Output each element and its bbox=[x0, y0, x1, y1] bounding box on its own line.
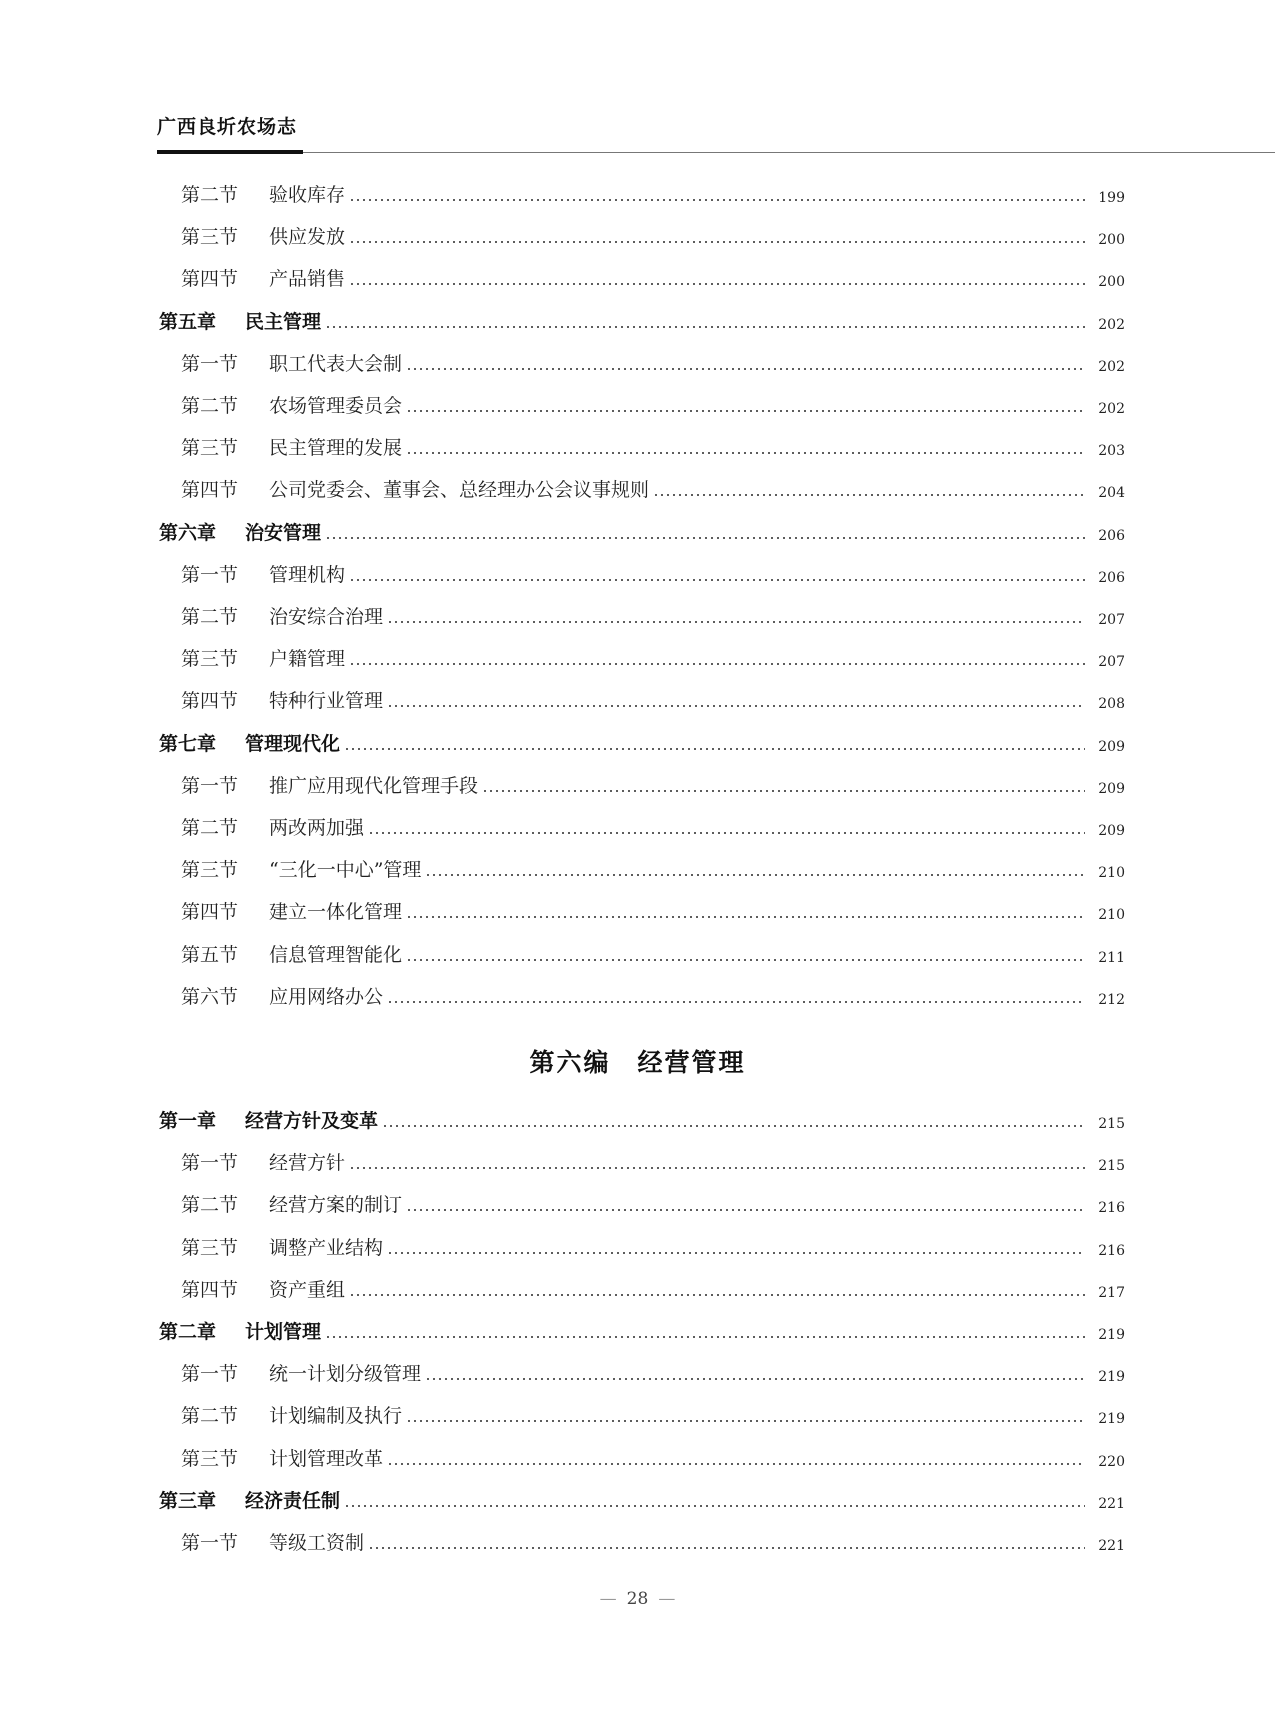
toc-section-entry[interactable] bbox=[181, 177, 1125, 207]
toc-page-number: 207 bbox=[1098, 654, 1125, 671]
toc-page-number: 215 bbox=[1098, 1116, 1125, 1132]
toc-entry-title: 计划管理改革 bbox=[269, 1447, 384, 1470]
toc-chapter-entry[interactable] bbox=[159, 515, 1125, 545]
folio-dash-right: — bbox=[658, 1589, 676, 1609]
toc-page-number: 202 bbox=[1098, 316, 1125, 333]
toc-page-number: 200 bbox=[1098, 274, 1125, 291]
toc-entry-label: 第五节 bbox=[181, 943, 239, 966]
dot-leader bbox=[387, 1001, 1085, 1003]
toc-section-entry[interactable] bbox=[181, 388, 1125, 418]
toc-section-entry[interactable] bbox=[181, 1187, 1125, 1217]
toc-section-entry[interactable] bbox=[181, 937, 1125, 967]
dot-leader bbox=[349, 241, 1085, 243]
toc-page-number: 200 bbox=[1098, 232, 1125, 249]
header-rule-thick bbox=[157, 150, 303, 154]
toc-entry-title: 验收库存 bbox=[269, 184, 346, 206]
toc-page-number: 207 bbox=[1098, 612, 1125, 628]
toc-page-number: 206 bbox=[1098, 569, 1125, 586]
toc-entry-title: 经营方案的制订 bbox=[269, 1194, 403, 1217]
dot-leader bbox=[387, 705, 1085, 707]
toc-page-number: 209 bbox=[1098, 738, 1125, 755]
toc-entry-title: 经营方针 bbox=[269, 1152, 346, 1175]
toc-entry-title: 治安管理 bbox=[245, 521, 322, 544]
toc-section-entry[interactable] bbox=[181, 557, 1125, 587]
toc-entry-title: 公司党委会、董事会、总经理办公会议事规则 bbox=[269, 479, 650, 502]
toc-section-entry[interactable] bbox=[181, 768, 1125, 798]
toc-entry-label: 第四节 bbox=[181, 690, 239, 713]
toc-page-number: 215 bbox=[1098, 1158, 1125, 1175]
dot-leader bbox=[349, 663, 1085, 665]
toc-entry-label: 第四节 bbox=[181, 1278, 239, 1301]
toc-entry-title: 信息管理智能化 bbox=[269, 943, 403, 966]
toc-section-entry[interactable] bbox=[181, 472, 1125, 502]
toc-section-entry[interactable] bbox=[181, 1441, 1125, 1471]
page-number: 28 bbox=[626, 1589, 649, 1609]
dot-leader bbox=[406, 410, 1085, 412]
toc-page-number: 216 bbox=[1098, 1200, 1125, 1217]
dot-leader bbox=[368, 1547, 1085, 1549]
toc-section-entry[interactable] bbox=[181, 894, 1125, 924]
dot-leader bbox=[406, 916, 1085, 918]
toc-entry-title: 管理机构 bbox=[269, 563, 346, 586]
toc-page-number: 219 bbox=[1098, 1369, 1125, 1386]
toc-entry-label: 第六章 bbox=[159, 521, 217, 544]
toc-section-entry[interactable] bbox=[181, 1145, 1125, 1175]
toc-page-number: 219 bbox=[1098, 1327, 1125, 1343]
toc-entry-label: 第六节 bbox=[181, 985, 239, 1008]
toc-entry-title: 资产重组 bbox=[269, 1278, 346, 1301]
toc-entry-label: 第三章 bbox=[159, 1489, 217, 1512]
dot-leader bbox=[349, 283, 1085, 285]
toc-entry-title: 特种行业管理 bbox=[269, 690, 384, 713]
toc-entry-label: 第二节 bbox=[181, 1405, 239, 1428]
toc-entry-label: 第一节 bbox=[181, 774, 239, 797]
toc-entry-label: 第七章 bbox=[159, 732, 217, 755]
toc-page-number: 221 bbox=[1098, 1495, 1125, 1512]
toc-entry-title: 计划管理 bbox=[245, 1321, 322, 1343]
toc-entry-title: 建立一体化管理 bbox=[269, 901, 403, 924]
toc-page-number: 212 bbox=[1098, 991, 1125, 1008]
toc-section-entry[interactable] bbox=[181, 1272, 1125, 1302]
toc-entry-title: 推广应用现代化管理手段 bbox=[269, 774, 479, 797]
toc-section-entry[interactable] bbox=[181, 430, 1125, 460]
dot-leader bbox=[653, 494, 1085, 496]
toc-entry-title: 经营方针及变革 bbox=[245, 1110, 379, 1132]
toc-entry-title: 等级工资制 bbox=[269, 1532, 365, 1554]
toc-section-entry[interactable] bbox=[181, 641, 1125, 671]
toc-entry-label: 第三节 bbox=[181, 1236, 239, 1259]
toc-section-entry[interactable] bbox=[181, 219, 1125, 249]
dot-leader bbox=[387, 1463, 1085, 1465]
toc-entry-label: 第五章 bbox=[159, 310, 217, 333]
toc-entry-label: 第二节 bbox=[181, 606, 239, 628]
dot-leader bbox=[344, 748, 1085, 750]
toc-entry-label: 第一节 bbox=[181, 352, 239, 375]
toc-chapter-entry[interactable] bbox=[159, 726, 1125, 756]
toc-entry-label: 第一节 bbox=[181, 1152, 239, 1175]
toc-entry-title: 产品销售 bbox=[269, 268, 346, 291]
dot-leader bbox=[425, 1378, 1085, 1380]
toc-page-number: 204 bbox=[1098, 485, 1125, 502]
dot-leader bbox=[406, 1209, 1085, 1211]
toc-entry-label: 第二章 bbox=[159, 1321, 217, 1343]
toc-section-entry[interactable] bbox=[181, 979, 1125, 1009]
toc-chapter-entry[interactable] bbox=[159, 1103, 1125, 1133]
toc-entry-label: 第三节 bbox=[181, 648, 239, 671]
dot-leader bbox=[349, 579, 1085, 581]
dot-leader bbox=[406, 1420, 1085, 1422]
toc-page-number: 202 bbox=[1098, 401, 1125, 417]
toc-entry-title: 民主管理 bbox=[245, 310, 322, 333]
toc-section-entry[interactable] bbox=[181, 683, 1125, 713]
toc-entry-title: 两改两加强 bbox=[269, 817, 365, 839]
toc-page-number: 221 bbox=[1098, 1538, 1125, 1554]
toc-page-number: 206 bbox=[1098, 527, 1125, 544]
toc-page-number: 216 bbox=[1098, 1242, 1125, 1259]
toc-entry-label: 第三节 bbox=[181, 437, 239, 460]
part-heading: 第六编 经营管理 bbox=[529, 1048, 746, 1077]
toc-entry-title: 户籍管理 bbox=[269, 648, 346, 671]
toc-entry-label: 第一章 bbox=[159, 1110, 217, 1132]
dot-leader bbox=[382, 1125, 1085, 1127]
toc-page-number: 209 bbox=[1098, 780, 1125, 797]
toc-page-number: 211 bbox=[1098, 949, 1125, 966]
toc-entry-title: 经济责任制 bbox=[245, 1489, 341, 1512]
dot-leader bbox=[406, 368, 1085, 370]
toc-entry-title: 职工代表大会制 bbox=[269, 352, 403, 375]
toc-page-number: 202 bbox=[1098, 358, 1125, 375]
dot-leader bbox=[349, 1167, 1085, 1169]
toc-section-entry[interactable] bbox=[181, 1356, 1125, 1386]
toc-entry-title: 农场管理委员会 bbox=[269, 395, 403, 417]
toc-chapter-entry[interactable] bbox=[159, 1483, 1125, 1513]
header-rule-thin bbox=[303, 152, 1275, 153]
toc-page-number: 210 bbox=[1098, 907, 1125, 924]
dot-leader bbox=[406, 959, 1085, 961]
toc-entry-title: 治安综合治理 bbox=[269, 606, 384, 628]
dot-leader bbox=[349, 199, 1085, 201]
dot-leader bbox=[482, 790, 1085, 792]
toc-entry-title: 统一计划分级管理 bbox=[269, 1363, 422, 1386]
toc-page-number: 208 bbox=[1098, 696, 1125, 713]
toc-page-number: 219 bbox=[1098, 1411, 1125, 1428]
toc-page-number: 217 bbox=[1098, 1284, 1125, 1301]
toc-section-entry[interactable] bbox=[181, 346, 1125, 376]
toc-entry-title: 供应发放 bbox=[269, 226, 346, 249]
dot-leader bbox=[325, 326, 1085, 328]
toc-entry-title: 应用网络办公 bbox=[269, 985, 384, 1008]
toc-entry-label: 第二节 bbox=[181, 184, 239, 206]
toc-entry-title: 民主管理的发展 bbox=[269, 437, 403, 460]
dot-leader bbox=[387, 621, 1085, 623]
toc-entry-label: 第三节 bbox=[181, 226, 239, 249]
toc-section-entry[interactable] bbox=[181, 261, 1125, 291]
toc-entry-label: 第三节 bbox=[181, 1447, 239, 1470]
toc-section-entry[interactable] bbox=[181, 1398, 1125, 1428]
toc-entry-label: 第四节 bbox=[181, 268, 239, 291]
toc-entry-title: 计划编制及执行 bbox=[269, 1405, 403, 1428]
toc-entry-label: 第一节 bbox=[181, 563, 239, 586]
dot-leader bbox=[325, 537, 1085, 539]
toc-entry-title: 调整产业结构 bbox=[269, 1236, 384, 1259]
toc-chapter-entry[interactable] bbox=[159, 304, 1125, 334]
toc-page-number: 220 bbox=[1098, 1453, 1125, 1470]
toc-section-entry[interactable] bbox=[181, 1230, 1125, 1260]
toc-entry-label: 第二节 bbox=[181, 817, 239, 839]
toc-page-number: 203 bbox=[1098, 443, 1125, 460]
dot-leader bbox=[387, 1252, 1085, 1254]
toc-entry-label: 第四节 bbox=[181, 901, 239, 924]
toc-entry-label: 第二节 bbox=[181, 1194, 239, 1217]
dot-leader bbox=[349, 1294, 1085, 1296]
dot-leader bbox=[344, 1505, 1085, 1507]
toc-section-entry[interactable] bbox=[181, 1525, 1125, 1555]
dot-leader bbox=[325, 1336, 1085, 1338]
running-head: 广西良圻农场志 bbox=[157, 116, 298, 138]
toc-page-number: 209 bbox=[1098, 823, 1125, 839]
toc-entry-label: 第一节 bbox=[181, 1363, 239, 1386]
toc-chapter-entry[interactable] bbox=[159, 1314, 1125, 1344]
page-folio bbox=[0, 1589, 1275, 1609]
toc-section-entry[interactable] bbox=[181, 810, 1125, 840]
folio-dash-left: — bbox=[599, 1589, 617, 1609]
toc-entry-label: 第一节 bbox=[181, 1532, 239, 1554]
toc-section-entry[interactable] bbox=[181, 852, 1125, 882]
dot-leader bbox=[368, 832, 1085, 834]
toc-entry-label: 第四节 bbox=[181, 479, 239, 502]
dot-leader bbox=[406, 452, 1085, 454]
dot-leader bbox=[425, 874, 1085, 876]
toc-section-entry[interactable] bbox=[181, 599, 1125, 629]
toc-entry-label: 第三节 bbox=[181, 859, 239, 882]
toc-page-number: 199 bbox=[1098, 190, 1125, 206]
toc-entry-title: “三化一中心”管理 bbox=[269, 859, 422, 882]
toc-entry-title: 管理现代化 bbox=[245, 732, 341, 755]
toc-entry-label: 第二节 bbox=[181, 395, 239, 417]
toc-page-number: 210 bbox=[1098, 865, 1125, 882]
